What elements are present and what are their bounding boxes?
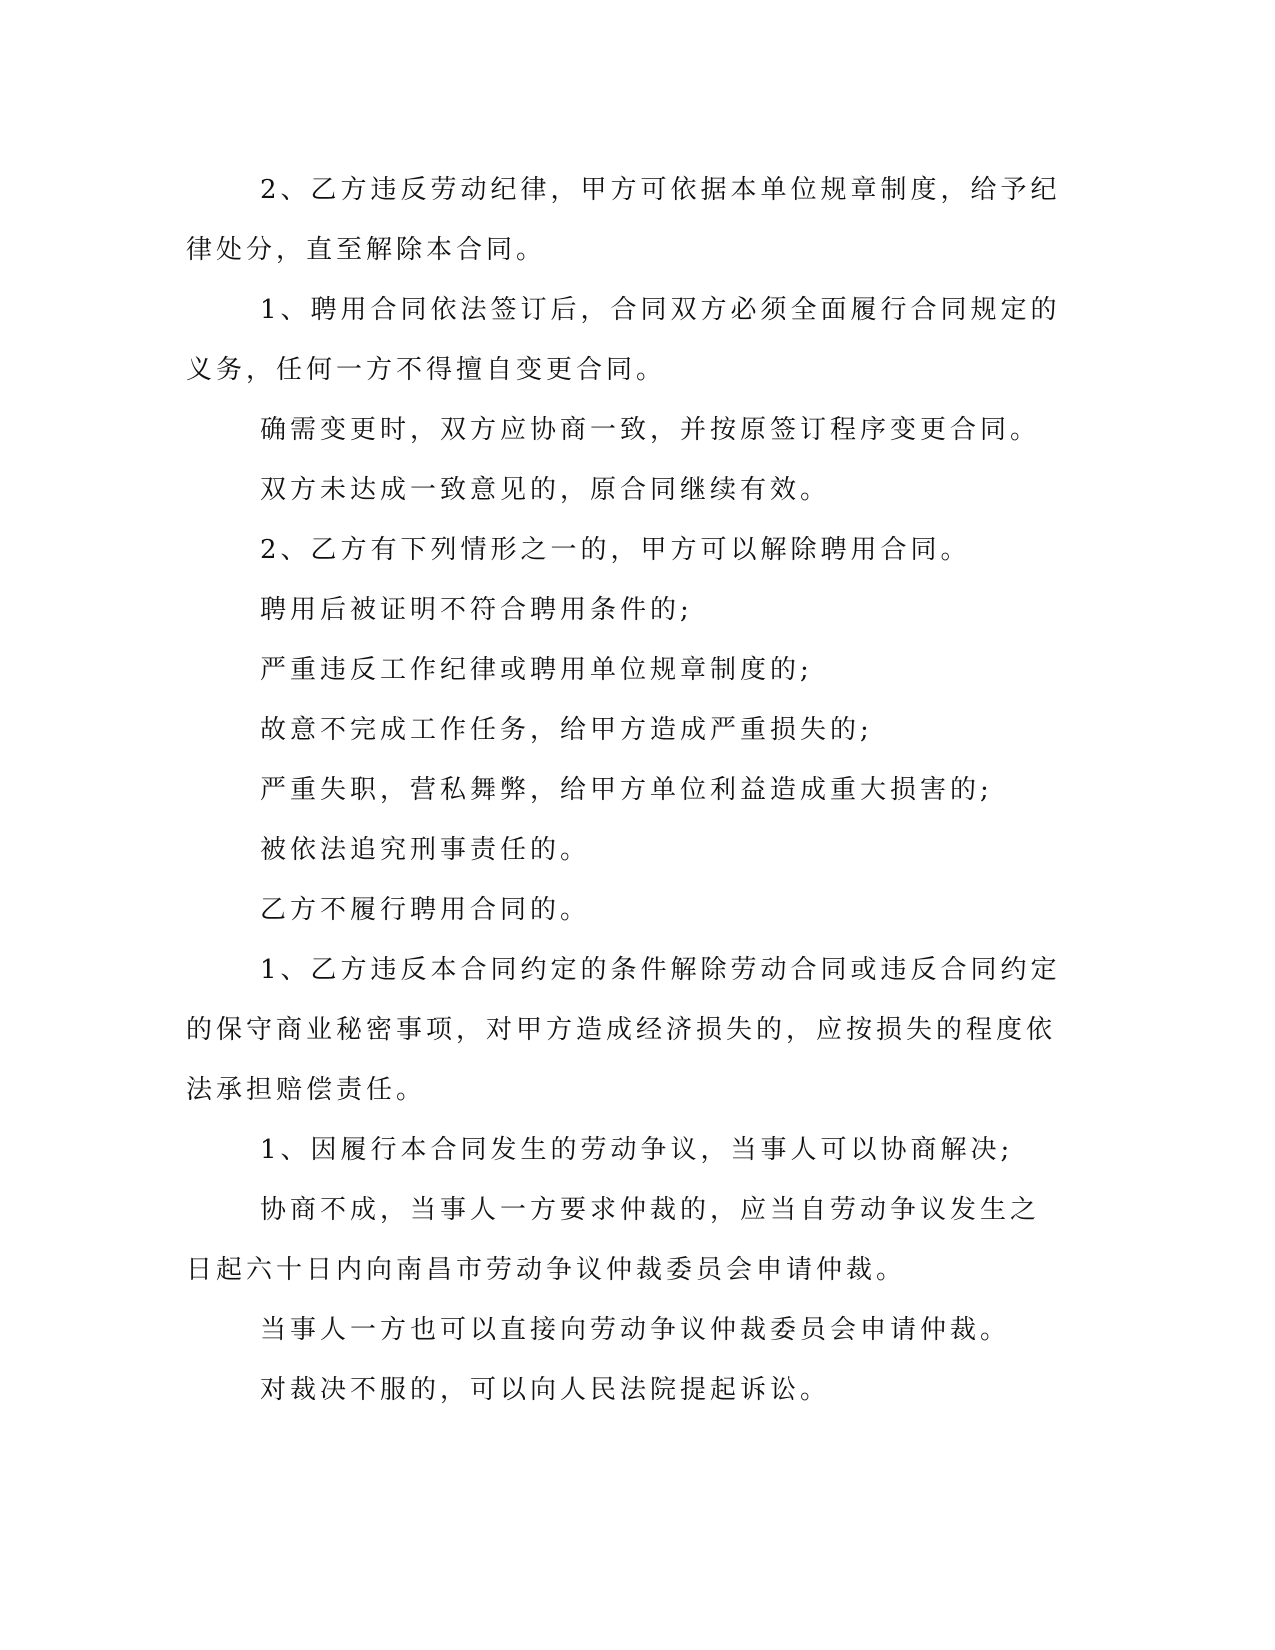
paragraph-change-procedure: 确需变更时，双方应协商一致，并按原签订程序变更合同。 — [260, 415, 1041, 445]
paragraph-case-violation: 严重违反工作纪律或聘用单位规章制度的; — [260, 655, 813, 685]
paragraph-contract-obligations: 1、聘用合同依法签订后，合同双方必须全面履行合同规定的义务，任何一方不得擅自变更合同。 — [186, 295, 1061, 385]
paragraph-case-incomplete-task: 故意不完成工作任务，给甲方造成严重损失的; — [260, 715, 873, 745]
paragraph-litigation: 对裁决不服的，可以向人民法院提起诉讼。 — [260, 1375, 831, 1405]
paragraph-liability: 1、乙方违反本合同约定的条件解除劳动合同或违反合同约定的保守商业秘密事项，对甲方造成经济损失的，应按损失的程度依法承担赔偿责任。 — [186, 955, 1061, 1105]
paragraph-direct-arbitration: 当事人一方也可以直接向劳动争议仲裁委员会申请仲裁。 — [260, 1315, 1011, 1345]
paragraph-case-nonperformance: 乙方不履行聘用合同的。 — [260, 895, 591, 925]
paragraph-termination-cases: 2、乙方有下列情形之一的，甲方可以解除聘用合同。 — [260, 535, 971, 565]
document-body — [186, 160, 1066, 1420]
paragraph-dispute-negotiation: 1、因履行本合同发生的劳动争议，当事人可以协商解决; — [260, 1135, 1014, 1165]
paragraph-original-valid: 双方未达成一致意见的，原合同继续有效。 — [260, 475, 831, 505]
paragraph-discipline: 2、乙方违反劳动纪律，甲方可依据本单位规章制度，给予纪律处分，直至解除本合同。 — [186, 175, 1061, 265]
paragraph-case-malpractice: 严重失职，营私舞弊，给甲方单位利益造成重大损害的; — [260, 775, 993, 805]
paragraph-case-unqualified: 聘用后被证明不符合聘用条件的; — [260, 595, 693, 625]
paragraph-arbitration-deadline: 协商不成，当事人一方要求仲裁的，应当自劳动争议发生之日起六十日内向南昌市劳动争议仲裁委员会申请仲裁。 — [186, 1195, 1041, 1285]
paragraph-case-criminal: 被依法追究刑事责任的。 — [260, 835, 591, 865]
